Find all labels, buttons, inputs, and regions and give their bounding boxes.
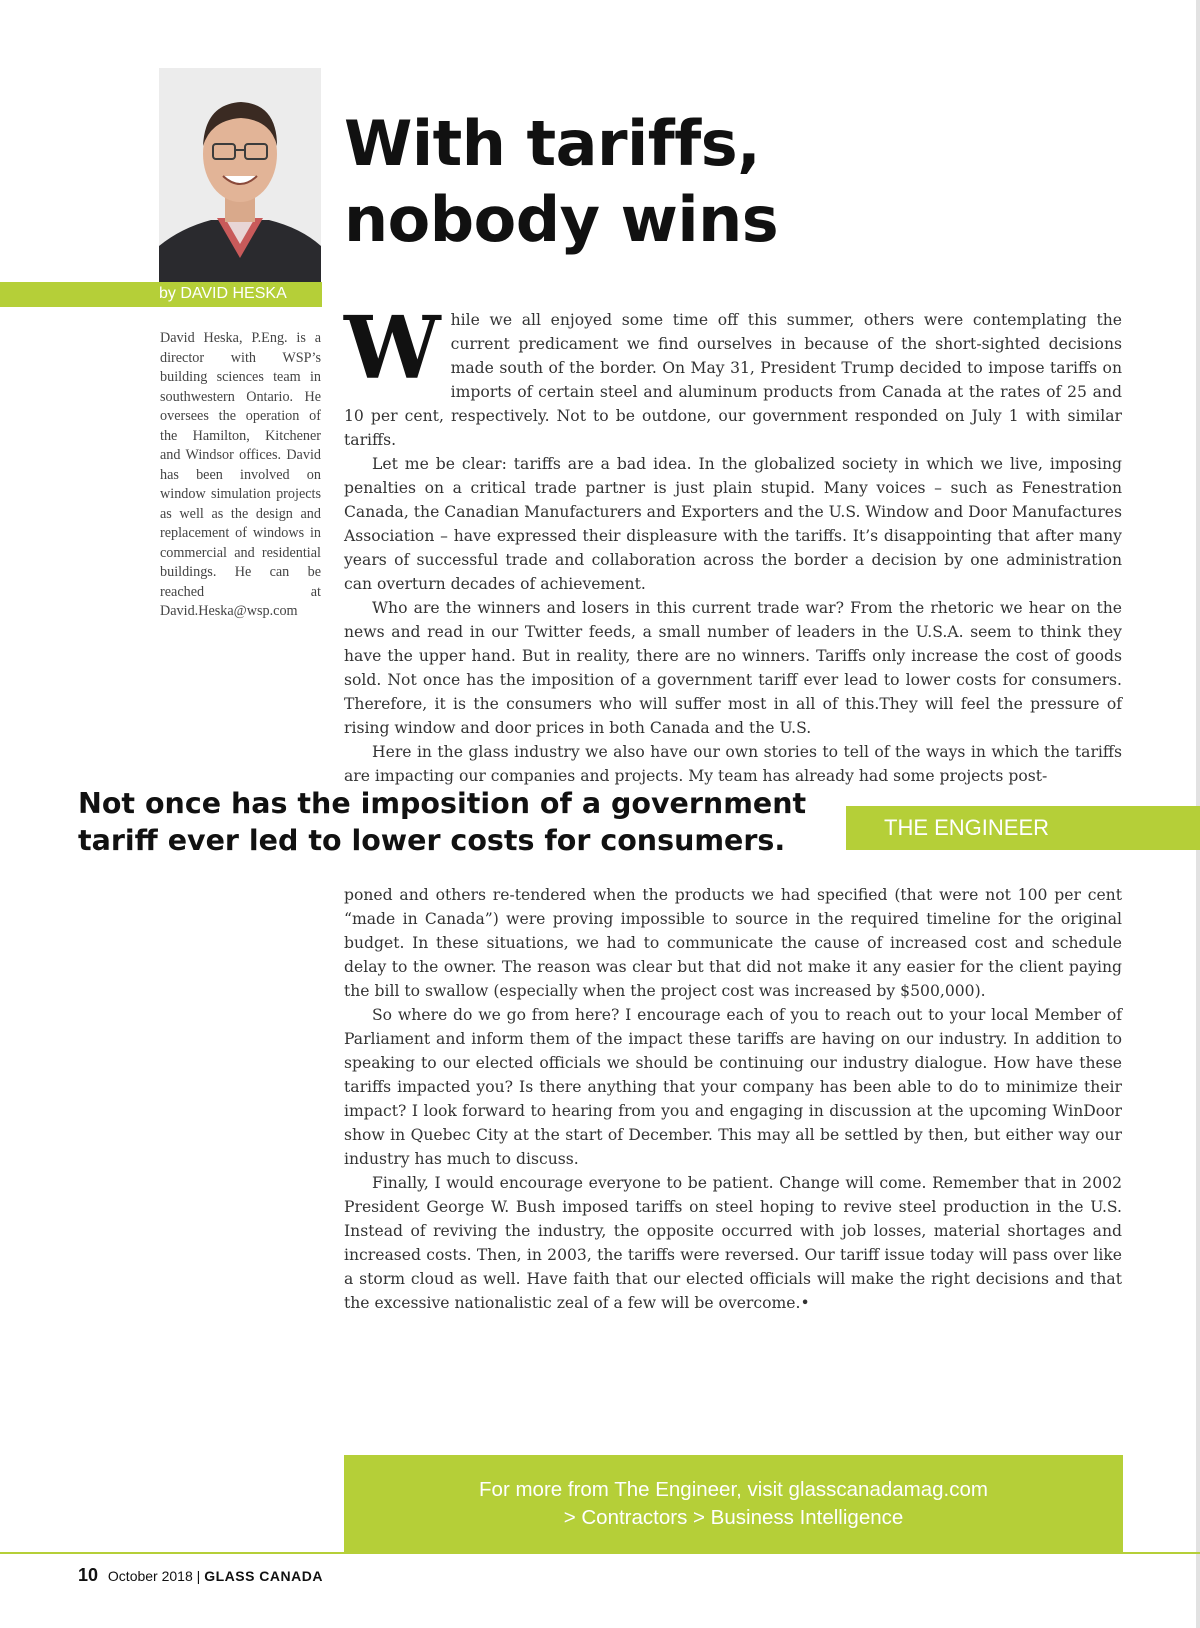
author-bio: David Heska, P.Eng. is a director with WSP’s building sciences team in southwestern Ontario. He oversees the operation of the Hamilton, Kitchener and Windsor offices. David has been involved on window simulation projects as well as the design and replacement of windows in commercial and residential buildings. He can be reached at David.Heska@wsp.com xyxy=(160,330,321,619)
paragraph-1-text: hile we all enjoyed some time off this summer, others were contemplating the current predicament we find ourselves in because of the short-sighted decisions made south of the border. On May 31, President Trump decided to impose tariffs on imports of certain steel and aluminum products from Canada at the rates of 25 and 10 per cent, respectively. Not to be outdone, our government responded on July 1 with similar tariffs. xyxy=(344,311,1122,449)
paragraph-4-start: Here in the glass industry we also have our own stories to tell of the ways in which the tariffs are impacting our companies and projects. My team has already had some projects post- xyxy=(344,743,1122,785)
section-tag xyxy=(846,806,1200,850)
paragraph-3: Who are the winners and losers in this current trade war? From the rhetoric we hear on the news and read in our Twitter feeds, a small number of leaders in the U.S.A. seem to think they have the upper hand. But in reality, there are no winners. Tariffs only increase the cost of goods sold. Not once has the imposition of a government tariff ever lead to lower costs for consumers. Therefore, it is the consumers who will suffer most in all of this.They will feel the pressure of rising window and door prices in both Canada and the U.S. xyxy=(344,599,1122,737)
author-portrait-image xyxy=(159,68,321,282)
section-tag-label: THE ENGINEER xyxy=(884,815,1050,840)
page-footer xyxy=(78,1566,323,1585)
promo-line-1[interactable]: For more from The Engineer, visit glasscanadamag.com xyxy=(479,1478,988,1501)
author-photo xyxy=(159,68,321,282)
footer-rule xyxy=(0,1552,1200,1554)
title-line-1: With tariffs, xyxy=(344,107,761,180)
drop-cap: W xyxy=(344,298,441,399)
promo-box[interactable] xyxy=(344,1455,1123,1553)
magazine-name: GLASS CANADA xyxy=(204,1568,323,1584)
article-body-bottom xyxy=(344,883,1122,1315)
paragraph-2: Let me be clear: tariffs are a bad idea. In the globalized society in which we live, imposing penalties on a critical trade partner is just plain stupid. Many voices – such as Fenestration Canada, the Canadian Manufacturers and Exporters and the U.S. Window and Door Manufactures Association – have expressed their displeasure with the tariffs. It’s disappointing that after many years of successful trade and collaboration across the border a decision by one administration can overturn decades of achievement. xyxy=(344,455,1122,593)
pull-quote: Not once has the imposition of a government tariff ever led to lower costs for consumers. xyxy=(78,787,807,857)
article-body-top xyxy=(344,298,1122,788)
paragraph-1 xyxy=(344,298,1122,452)
paragraph-5: So where do we go from here? I encourage each of you to reach out to your local Member of Parliament and inform them of the impact these tariffs are having on our industry. In addition to speaking to our elected officials we should be continuing our industry dialogue. How have these tariffs impacted you? Is there anything that your company has been able to do to minimize their impact? I look forward to hearing from you and engaging in discussion at the upcoming WinDoor show in Quebec City at the start of December. This may all be settled by then, but either way our industry has much to discuss. xyxy=(344,1006,1122,1168)
page-number: 10 xyxy=(78,1565,99,1585)
byline: by DAVID HESKA xyxy=(159,285,287,302)
issue-date: October 2018 | xyxy=(107,1568,201,1584)
paragraph-6: Finally, I would encourage everyone to be patient. Change will come. Remember that in 2002 President George W. Bush imposed tariffs on steel hoping to revive steel production in the U.S. Instead of reviving the industry, the opposite occurred with job losses, material shortages and increased costs. Then, in 2003, the tariffs were reversed. Our tariff issue today will pass over like a storm cloud as well. Have faith that our elected officials will make the right decisions and that the excessive nationalistic zeal of a few will be overcome.• xyxy=(344,1174,1122,1312)
promo-line-2[interactable]: > Contractors > Business Intelligence xyxy=(563,1506,904,1529)
article-title xyxy=(344,106,778,258)
title-line-2: nobody wins xyxy=(344,183,779,256)
paragraph-4-end: poned and others re-tendered when the products we had specified (that were not 100 per cent “made in Canada”) were proving impossible to source in the required timeline for the original budget. In these situations, we had to communicate the cause of increased cost and schedule delay to the owner. The reason was clear but that did not make it any easier for the client paying the bill to swallow (especially when the project cost was increased by $500,000). xyxy=(344,886,1122,1000)
